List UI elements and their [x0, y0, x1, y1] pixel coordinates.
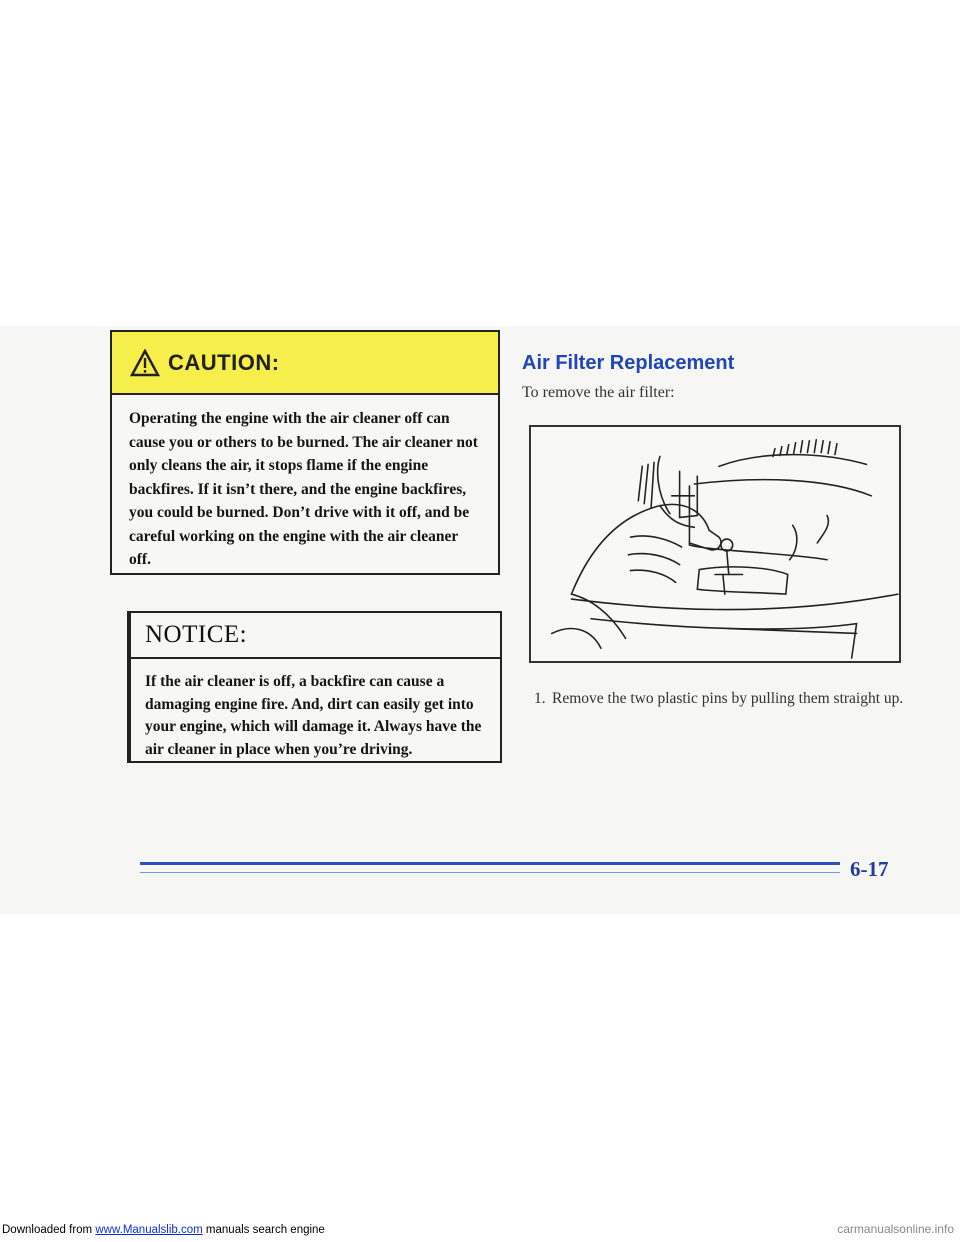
caution-text: Operating the engine with the air cleaner off can cause you or others to be burned. The air cleaner not only cleans the air, it stops flame if the engine backfires. If it isn’t there, and the engine backfires, you could be burned. Don’t drive with it off, and be careful working on the engine with the air cleaner off. — [129, 410, 478, 568]
section-title: Air Filter Replacement — [522, 352, 735, 374]
watermark-text: carmanualsonline.info — [837, 1222, 954, 1236]
section-intro: To remove the air filter: — [522, 384, 675, 401]
manualslib-link[interactable]: www.Manualslib.com — [95, 1224, 203, 1236]
step-text: Remove the two plastic pins by pulling them straight up. — [552, 690, 904, 707]
step-number: 1. — [534, 690, 546, 707]
warning-triangle-icon — [130, 349, 160, 377]
air-filter-illustration — [529, 425, 901, 663]
footer-rule-thin — [140, 872, 840, 873]
notice-text: If the air cleaner is off, a backfire can cause a damaging engine fire. And, dirt can easily get into your engine, which will damage it. Always have the air cleaner in place when you’re driving. — [145, 673, 482, 758]
notice-header — [131, 613, 500, 659]
hand-pulling-pin-drawing — [531, 427, 899, 661]
footer-suffix: manuals search engine — [205, 1224, 325, 1236]
footer-prefix: Downloaded from — [2, 1224, 93, 1236]
caution-header — [112, 332, 498, 395]
step-list-item — [534, 689, 904, 708]
notice-title: NOTICE: — [145, 621, 248, 648]
download-footer — [2, 1224, 325, 1236]
notice-box — [127, 611, 502, 763]
footer-rule — [140, 862, 840, 865]
caution-title: CAUTION: — [168, 349, 280, 375]
caution-box — [110, 330, 500, 575]
page-number: 6-17 — [850, 857, 889, 881]
